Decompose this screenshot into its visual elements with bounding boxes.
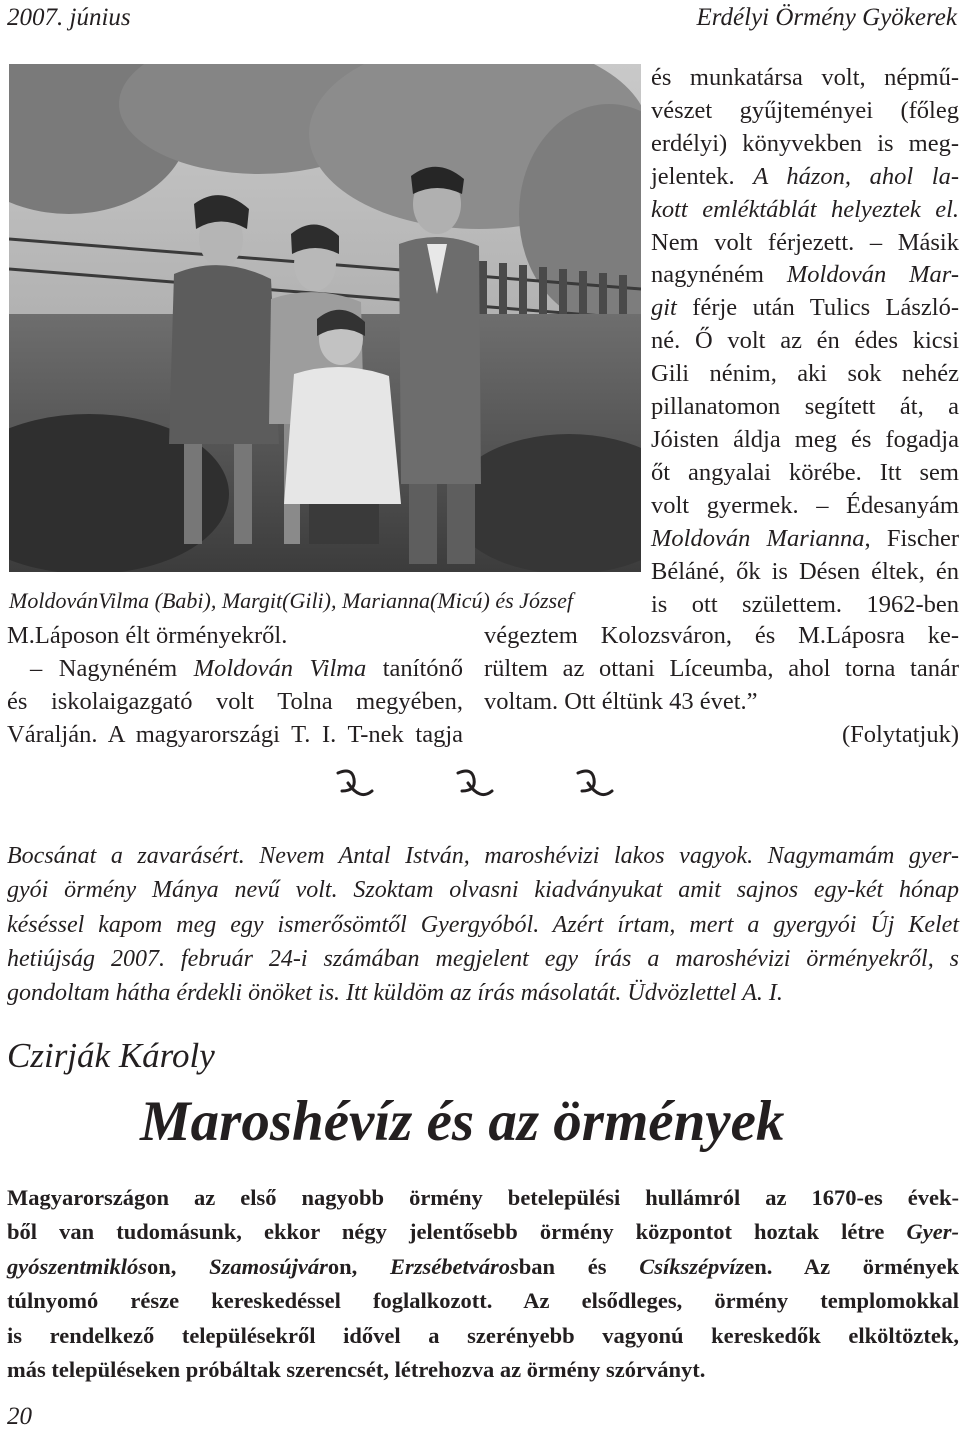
text-run: – Nagynéném: [30, 654, 178, 682]
text-run-italic: A házon, ahol la-: [753, 162, 959, 190]
text-line: vészet gyűjteményei (főleg: [651, 96, 959, 124]
text-run: on,: [147, 1253, 177, 1279]
text-line: Nem volt férjezett. – Másik: [651, 228, 959, 256]
continued-note: (Folytatjuk): [841, 720, 959, 748]
text-line: [651, 259, 959, 292]
text-run: ből van tudomásunk, ekkor négy jelentősebb örmény központot hoztak létre: [7, 1219, 885, 1245]
middle-column-text: [484, 620, 959, 752]
text-line: rültem az ottani Líceumba, ahol torna tanár: [484, 654, 959, 682]
article-title: Maroshévíz és az örmények: [140, 1090, 785, 1153]
text-line: Váralján. A magyarországi T. I. T-nek tagja: [7, 720, 463, 748]
text-line: voltam. Ott éltünk 43 évet.”: [484, 687, 758, 715]
text-line: [651, 292, 959, 325]
text-line: erdélyi) könyvekben is meg-: [651, 129, 959, 157]
text-line: és iskolaigazgató volt Tolna megyében,: [7, 687, 463, 715]
photo-caption: MoldovánVilma (Babi), Margit(Gili), Marianna(Micú) és József: [9, 588, 573, 613]
text-line: őt angyalai körébe. Itt sem: [651, 458, 959, 486]
text-line: [7, 653, 463, 686]
text-run-italic: Szamosújvár: [209, 1253, 328, 1279]
text-run: férje után Tulics László-: [692, 294, 960, 322]
ornament-icon: [578, 771, 612, 795]
text-line: [651, 161, 959, 194]
text-run: , Fischer: [864, 524, 959, 552]
text-run-italic: Moldován Mar-: [786, 261, 960, 289]
text-line: né. Ő volt az én édes kicsi: [651, 327, 959, 355]
article-author: Czirják Károly: [7, 1036, 215, 1075]
text-run: on,: [327, 1253, 358, 1279]
text-line: [7, 1250, 959, 1284]
text-run-italic: gyószentmiklós: [7, 1253, 148, 1279]
ornament-icon: [458, 771, 492, 795]
text-run: jelentek.: [651, 162, 735, 190]
text-run: ban és: [518, 1253, 607, 1279]
text-line: M.Láposon élt örményekről.: [7, 622, 288, 649]
publication-title: Erdélyi Örmény Gyökerek: [696, 4, 957, 31]
text-run-italic: git: [651, 294, 677, 322]
left-column-text: [7, 620, 463, 752]
text-run-italic: Moldován Marianna: [651, 524, 865, 552]
text-line: és munkatársa volt, népmű-: [651, 64, 959, 91]
reader-letter: [7, 839, 959, 1010]
text-line: Magyarországon az első nagyobb örmény betelepülési hullámról az 1670-es évek-: [7, 1185, 959, 1210]
right-column-text: [651, 62, 959, 621]
text-line: gyói örmény Mánya nevű volt. Szoktam olvasni kiadványukat amit sajnos egy-két hónap: [7, 877, 959, 904]
text-line: [7, 1215, 959, 1249]
text-run-italic: Erzsébetváros: [390, 1253, 519, 1279]
text-line: Béláné, ők is Désen éltek, én: [651, 557, 959, 585]
text-run-italic: Moldován Vilma: [193, 654, 367, 682]
text-line: [651, 194, 959, 227]
text-line: késéssel kapom meg egy ismerősömtől Gyergyóból. Azért írtam, mert a gyergyói Új Kelet: [7, 911, 959, 938]
page-number: 20: [7, 1403, 32, 1430]
text-line: más településeken próbáltak szerencsét, létrehozva az örmény szórványt.: [7, 1357, 706, 1383]
text-line: [651, 523, 959, 556]
text-line: Jóisten áldja meg és fogadja: [651, 425, 959, 453]
text-line: végeztem Kolozsváron, és M.Láposra ke-: [484, 622, 959, 649]
ornament-icon: [338, 771, 372, 795]
text-line: Bocsánat a zavarásért. Nevem Antal István, maroshévizi lakos vagyok. Nagymamám gyer-: [7, 843, 959, 869]
text-line: is rendelkező településekről idővel a szerényebb vagyonú kereskedők elköltöztek,: [7, 1322, 959, 1348]
article-lead: [7, 1181, 959, 1387]
text-line: volt gyermek. – Édesanyám: [651, 491, 959, 519]
ornament-divider: [330, 765, 660, 805]
text-run: tanítónő: [382, 654, 464, 682]
text-line: is ott születtem. 1962-ben: [651, 590, 959, 618]
text-run-italic: Csíkszépvíz: [639, 1253, 745, 1279]
family-photo-illustration: [9, 64, 641, 572]
text-line: Gili nénim, aki sok nehéz: [651, 360, 959, 388]
issue-date: 2007. június: [7, 4, 131, 31]
text-run-italic: kott emléktáblát helyeztek el.: [651, 195, 959, 223]
family-photo: [9, 64, 641, 572]
ornament-icons: [330, 765, 660, 805]
text-run: en. Az örmények: [744, 1253, 960, 1279]
text-line: pillanatomon segített át, a: [651, 393, 959, 421]
text-line: gondoltam hátha érdekli önöket is. Itt küldöm az írás másolatát. Üdvözlettel A. I.: [7, 980, 783, 1007]
text-run: nagynéném: [651, 261, 764, 289]
text-line: túlnyomó része kereskedéssel foglalkozott. Az elsődleges, örmény templomokkal: [7, 1288, 959, 1314]
text-line: hetiújság 2007. február 24-i számában megjelent egy írás a maroshévizi örményekről, s: [7, 945, 959, 972]
text-run-italic: Gyer-: [906, 1219, 960, 1245]
